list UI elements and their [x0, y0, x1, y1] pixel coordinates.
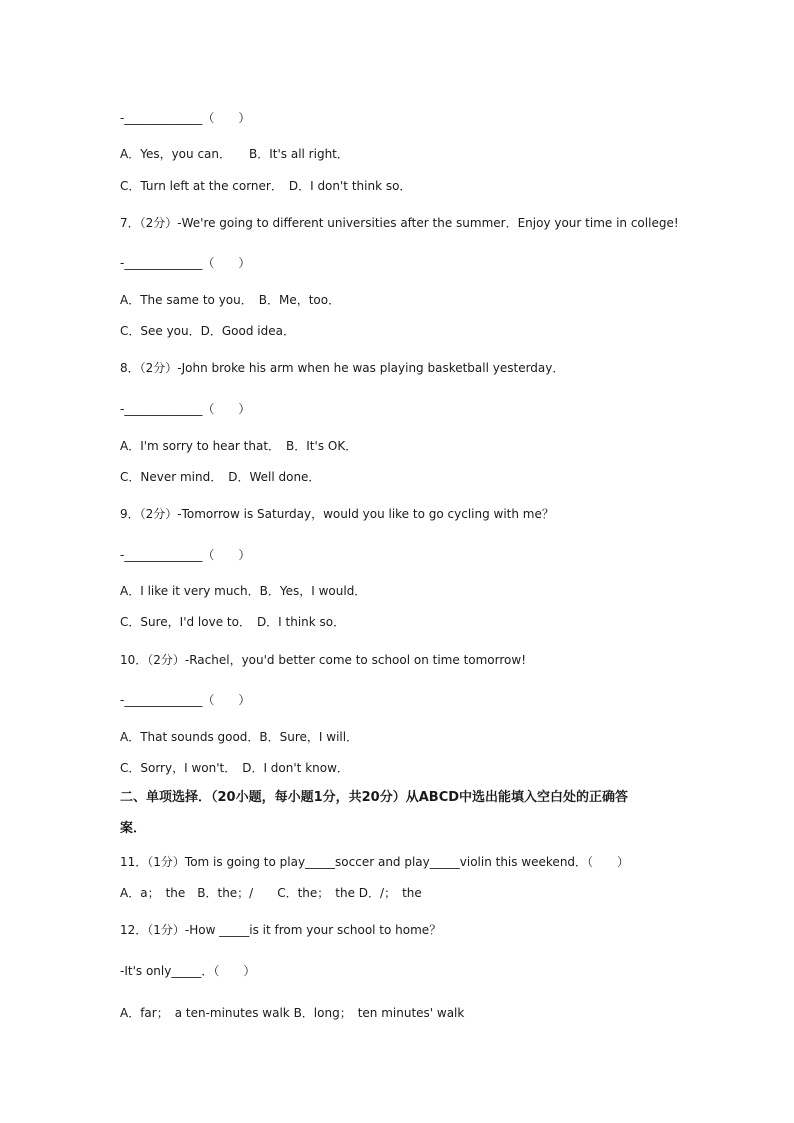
section-2-heading-continued: 案．: [120, 821, 147, 836]
q10-options-ab: A．That sounds good．B．Sure，I will．: [120, 730, 359, 744]
q9-answer-blank: -_____________（ ）: [120, 548, 251, 562]
q10-options-cd: C．Sorry，I won't． D．I don't know．: [120, 761, 349, 775]
q6-options-cd: C．Turn left at the corner． D．I don't think so．: [120, 179, 412, 193]
q8-options-cd: C．Never mind． D．Well done．: [120, 470, 321, 484]
q7-stem: 7．（2分）-We're going to different universities after the summer．Enjoy your time in college!: [120, 216, 679, 230]
q6-answer-blank: -_____________（ ）: [120, 111, 251, 125]
q9-options-ab: A．I like it very much．B．Yes，I would．: [120, 584, 367, 598]
q8-options-ab: A．I'm sorry to hear that． B．It's OK．: [120, 439, 358, 453]
q12-options-ab: A．far； a ten-minutes walk B．long； ten minutes' walk: [120, 1006, 465, 1020]
q10-answer-blank: -_____________（ ）: [120, 693, 251, 707]
q11-stem: 11．（1分）Tom is going to play_____soccer and play_____violin this weekend．（ ）: [120, 855, 630, 869]
q9-stem: 9．（2分）-Tomorrow is Saturday，would you like to go cycling with me？: [120, 507, 554, 521]
q10-stem: 10．（2分）-Rachel，you'd better come to school on time tomorrow!: [120, 653, 527, 667]
q8-stem: 8．（2分）-John broke his arm when he was playing basketball yesterday．: [120, 361, 565, 375]
section-2-heading: 二、单项选择．（20小题，每小题1分，共20分）从ABCD中选出能填入空白处的正确答: [120, 790, 629, 805]
q9-options-cd: C．Sure，I'd love to． D．I think so．: [120, 615, 346, 629]
q12-stem: 12．（1分）-How _____is it from your school to home？: [120, 923, 442, 937]
q7-options-ab: A．The same to you． B．Me，too．: [120, 293, 341, 307]
q8-answer-blank: -_____________（ ）: [120, 402, 251, 416]
q11-options: A．a； the B．the；/ C．the； the D．/； the: [120, 886, 422, 900]
q7-options-cd: C．See you．D．Good idea．: [120, 324, 295, 338]
q7-answer-blank: -_____________（ ）: [120, 256, 251, 270]
q6-options-ab: A．Yes，you can． B．It's all right．: [120, 147, 349, 161]
q12-reply: -It's only_____．（ ）: [120, 964, 256, 978]
